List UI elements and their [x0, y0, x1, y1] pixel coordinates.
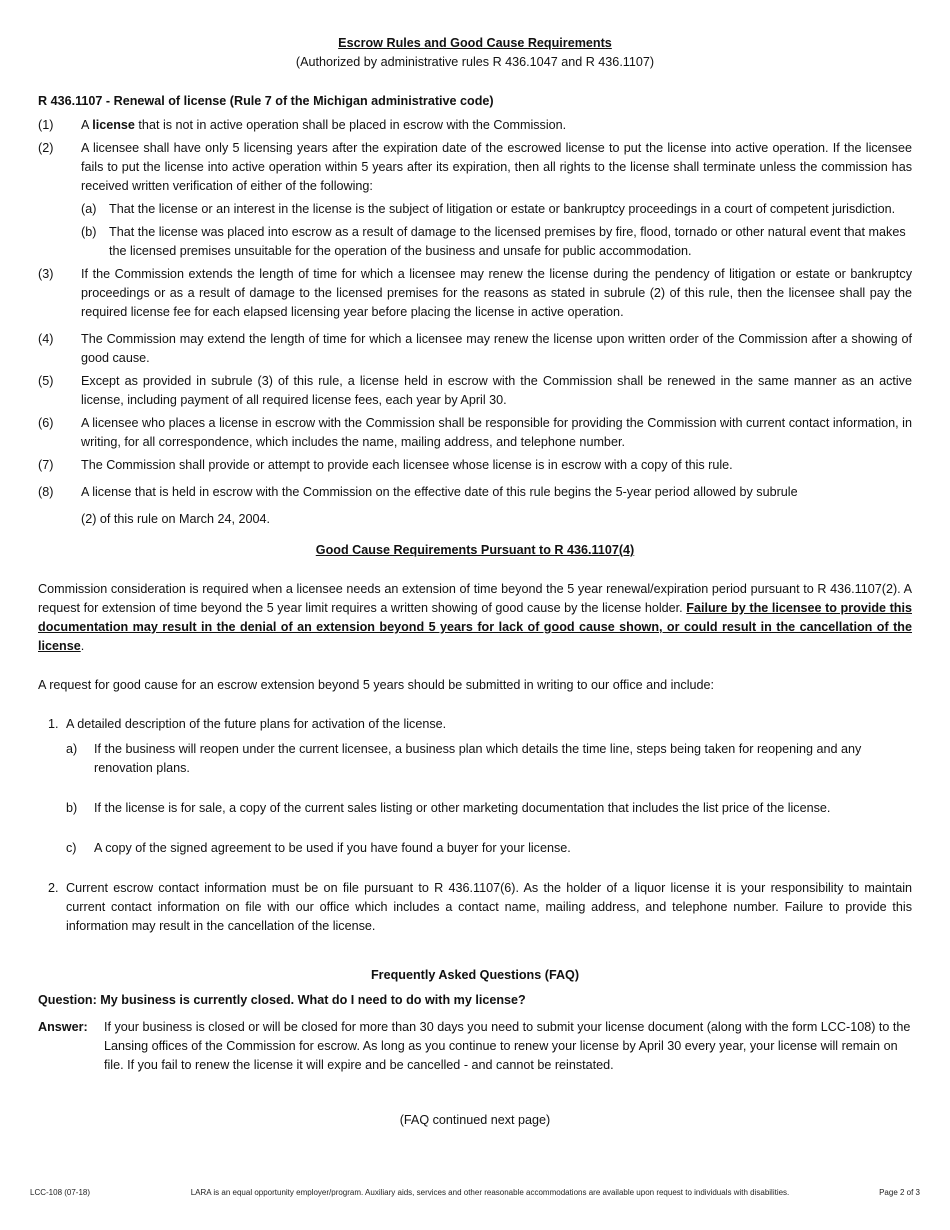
rule-item-1	[38, 116, 912, 135]
rule-item-text	[81, 483, 912, 529]
faq-title: Frequently Asked Questions (FAQ)	[370, 968, 580, 982]
good-cause-p1-warning: Failure by the licensee to provide this documentation may result in the denial of an extension beyond 5 years for lack of good cause shown, or could result in the cancellation of the license	[38, 601, 912, 653]
rule-subitem-2a	[81, 200, 912, 219]
rule-item-text-pre: A	[81, 118, 93, 132]
list-text: If the business will reopen under the current licensee, a business plan which details the time line, steps being taken for reopening and any renovation plans.	[94, 742, 862, 775]
document-subtitle: (Authorized by administrative rules R 436.1047 and R 436.1107)	[295, 55, 655, 69]
good-cause-p1-end: .	[80, 639, 85, 653]
list-number: 2.	[48, 881, 59, 895]
document-title: Escrow Rules and Good Cause Requirements	[338, 36, 612, 50]
footer-notice: LARA is an equal opportunity employer/program. Auxiliary aids, services and other reasonable accommodations are available upon request to individuals with disabilities.	[190, 1188, 790, 1197]
rule-item-8-line2: (2) of this rule on March 24, 2004.	[81, 512, 271, 526]
rule-item-number: (5)	[38, 374, 54, 388]
list-text: A detailed description of the future plans for activation of the license.	[66, 717, 447, 731]
footer-form-id: LCC-108 (07-18)	[30, 1188, 91, 1197]
rule-subitem-text: That the license was placed into escrow as a result of damage to the licensed premises by fire, flood, tornado or other natural event that makes the licensed premises unsuitable for the operation of the business and unsafe for public accommodation.	[109, 225, 906, 258]
rule-item-text: If the Commission extends the length of time for which a licensee may renew the license during the pendency of litigation or estate or bankruptcy proceedings or as a result of damage to the licensed premises for the reasons as stated in subrule (2) of this rule, then the licensee shall pay the required license fee for each elapsed licensing year before placing the license in active operation.	[81, 267, 912, 319]
rule-item-number: (7)	[38, 458, 54, 472]
faq-answer-text: If your business is closed or will be closed for more than 30 days you need to submit your license document (along with the form LCC-108) to the Lansing offices of the Commission for escrow. As long as you continue to renew your license by April 30 every year, your license will remain on file. If you fail to renew the license it will expire and be cancelled - and cannot be reinstated.	[104, 1020, 911, 1072]
footer-page-number: Page 2 of 3	[879, 1188, 920, 1197]
rule-item-number: (1)	[38, 118, 54, 132]
rule-subitem-2b	[81, 223, 912, 261]
list-number: b)	[66, 801, 78, 815]
rule-subitem-number: (a)	[81, 202, 97, 216]
rule-item-2	[38, 139, 912, 196]
good-cause-list-item-1a	[66, 740, 912, 778]
rule-item-text: A licensee shall have only 5 licensing years after the expiration date of the escrowed license to put the license into active operation. If the licensee fails to put the license into active operation within 5 years after its expiration, then all rights to the license shall terminate unless the commission has received written verification of either of the following:	[81, 141, 912, 193]
rule-item-text	[81, 116, 912, 135]
good-cause-p1-text: Commission consideration is required when a licensee needs an extension of time beyond the 5 year renewal/expiration period pursuant to R 436.1107(2). A request for extension of time beyond the 5 year limit requires a written showing of good cause by the license holder.	[38, 582, 912, 615]
faq-answer-label: Answer:	[38, 1020, 88, 1034]
rule-item-8-line1: A license that is held in escrow with the Commission on the effective date of this rule begins the 5-year period allowed by subrule	[81, 485, 798, 499]
list-text: If the license is for sale, a copy of the current sales listing or other marketing documentation that includes the list price of the license.	[94, 801, 831, 815]
good-cause-list-item-2	[48, 879, 912, 936]
rule-item-4	[38, 330, 912, 368]
faq-continued-note: (FAQ continued next page)	[399, 1113, 551, 1127]
rule-item-7	[38, 456, 912, 475]
list-number: c)	[66, 841, 77, 855]
list-number: 1.	[48, 717, 59, 731]
rule-item-number: (6)	[38, 416, 54, 430]
rule-heading: R 436.1107 - Renewal of license (Rule 7 of the Michigan administrative code)	[38, 94, 494, 108]
rule-item-6	[38, 414, 912, 452]
rule-item-3	[38, 265, 912, 322]
rule-item-5	[38, 372, 912, 410]
rule-item-number: (3)	[38, 267, 54, 281]
rule-item-text: Except as provided in subrule (3) of this rule, a license held in escrow with the Commission shall be renewed in the same manner as an active license, including payment of all required license fees, each year by April 30.	[81, 374, 912, 407]
list-number: a)	[66, 742, 78, 756]
good-cause-title: Good Cause Requirements Pursuant to R 436.1107(4)	[315, 543, 635, 557]
rule-item-8	[38, 483, 912, 529]
rule-item-text: A licensee who places a license in escrow with the Commission shall be responsible for providing the Commission with current contact information, in writing, for all correspondence, which includes the name, mailing address, and telephone number.	[81, 416, 912, 449]
good-cause-paragraph-2: A request for good cause for an escrow extension beyond 5 years should be submitted in writing to our office and include:	[38, 678, 715, 692]
good-cause-list-item-1	[48, 715, 912, 734]
good-cause-paragraph-1	[38, 580, 912, 656]
faq-answer	[38, 1018, 912, 1075]
rule-item-text: The Commission may extend the length of time for which a licensee may renew the license upon written order of the Commission after a showing of good cause.	[81, 332, 912, 365]
good-cause-list-item-1b	[66, 799, 912, 818]
rule-item-number: (2)	[38, 141, 54, 155]
list-text: A copy of the signed agreement to be used if you have found a buyer for your license.	[94, 841, 571, 855]
rule-item-number: (4)	[38, 332, 54, 346]
list-text: Current escrow contact information must be on file pursuant to R 436.1107(6). As the holder of a liquor license it is your responsibility to maintain current contact information on file with our office which includes a contact name, mailing address, and telephone number. Failure to provide this information may result in the cancellation of the license.	[66, 881, 912, 933]
rule-item-text-bold: license	[92, 118, 135, 132]
rule-subitem-text: That the license or an interest in the license is the subject of litigation or estate or bankruptcy proceedings in a court of competent jurisdiction.	[109, 202, 896, 216]
rule-item-text-post: that is not in active operation shall be placed in escrow with the Commission.	[134, 118, 567, 132]
faq-question: Question: My business is currently closed. What do I need to do with my license?	[38, 993, 526, 1007]
good-cause-list-item-1c	[66, 839, 912, 858]
rule-item-text: The Commission shall provide or attempt to provide each licensee whose license is in escrow with a copy of this rule.	[81, 458, 733, 472]
rule-subitem-number: (b)	[81, 225, 97, 239]
rule-item-number: (8)	[38, 485, 54, 499]
document-page	[38, 34, 912, 1130]
